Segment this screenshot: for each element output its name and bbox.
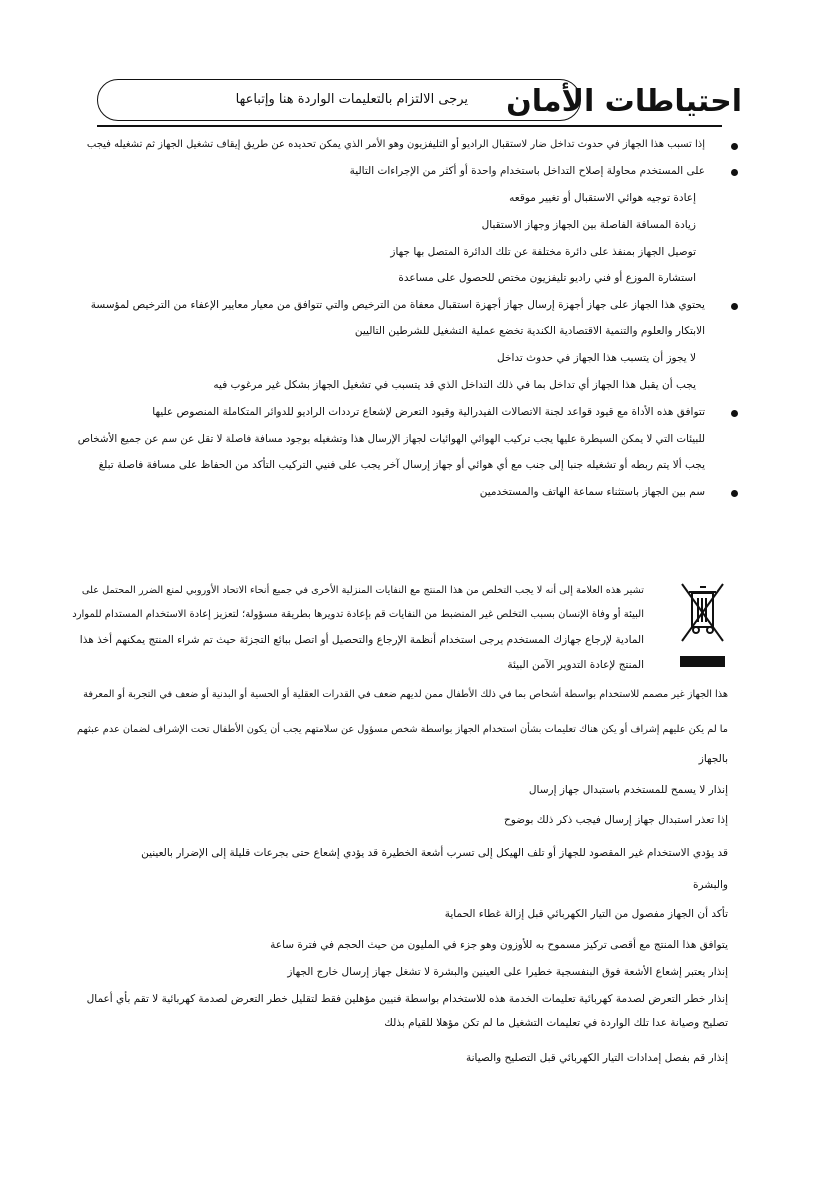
text-line: يجب ألا يتم ربطه أو تشغيله جنبا إلى جنب مع أي هوائي أو جهاز إرسال آخر يجب على فنيي التركيب التأكد من الحفاظ على مسافة فاصلة تبلغ	[98, 459, 705, 471]
text-line: سم بين الجهاز باستثناء سماعة الهاتف والمستخدمين	[479, 486, 705, 498]
text-line: الابتكار والعلوم والتنمية الاقتصادية الكندية تخضع عملية التشغيل للشرطين التاليين	[354, 325, 705, 337]
text-line: قد يؤدي الاستخدام غير المقصود للجهاز أو تلف الهيكل إلى تسرب أشعة الخطيرة قد يؤدي إشعاع حتى بجرعات قليلة إلى الإضرار بالعينين	[141, 847, 728, 859]
text-line: ما لم يكن عليهم إشراف أو يكن هناك تعليمات بشأن استخدام الجهاز بواسطة شخص مسؤول عن سلامتهم يجب أن يكون الأطفال تحت الإشراف لضمان عدم عبثهم	[77, 724, 728, 735]
text-line: والبشرة	[692, 879, 728, 891]
text-line: إعادة توجيه هوائي الاستقبال أو تغيير موقعه	[509, 192, 696, 204]
text-line: المنتج لإعادة التدوير الآمن البيئة	[507, 659, 644, 671]
bullet-icon	[731, 169, 738, 176]
text-line: البيئة أو وفاة الإنسان بسبب التخلص غير المنضبط من النفايات قم بإعادة تدويرها بطريقة مسؤولة؛ لتعزيز إعادة الاستخدام المستدام للموارد	[72, 609, 644, 620]
text-line: هذا الجهاز غير مصمم للاستخدام بواسطة أشخاص بما في ذلك الأطفال ممن لديهم ضعف في القدرات العقلية أو الحسية أو البدنية أو ضعف في التجربة أو المعرفة	[83, 689, 728, 700]
weee-crossed-bin-icon	[680, 581, 725, 667]
page-title: احتياطات الأمان	[506, 84, 742, 119]
text-line: تشير هذه العلامة إلى أنه لا يجب التخلص من هذا المنتج مع النفايات المنزلية الأخرى في جميع أنحاء الاتحاد الأوروبي لمنع الضرر المحتمل على	[81, 585, 644, 596]
bullet-icon	[731, 143, 738, 150]
text-line: يجب أن يقبل هذا الجهاز أي تداخل بما في ذلك التداخل الذي قد يتسبب في تشغيل الجهاز بشكل غير مرغوب فيه	[213, 379, 696, 391]
text-line: توصيل الجهاز بمنفذ على دائرة مختلفة عن تلك الدائرة المتصل بها جهاز	[390, 246, 696, 258]
text-line: للبيئات التي لا يمكن السيطرة عليها يجب تركيب الهوائي الهوائيات لجهاز الإرسال هذا وتشغيله بوجود مسافة فاصلة لا تقل عن سم عن جميع الأشخاص	[77, 433, 705, 445]
text-line: على المستخدم محاولة إصلاح التداخل باستخدام واحدة أو أكثر من الإجراءات التالية	[349, 165, 705, 177]
text-line: إنذار لا يسمح للمستخدم باستبدال جهاز إرسال	[528, 784, 728, 796]
text-line: المادية لإرجاع جهازك المستخدم يرجى استخدام أنظمة الإرجاع والتحصيل أو اتصل ببائع التجزئة حيث تم شراء المنتج يمكنهم أخذ هذا	[79, 634, 644, 646]
text-line: تصليح وصيانة عدا تلك الواردة في تعليمات التشغيل ما لم تكن مؤهلا للقيام بذلك	[384, 1017, 728, 1029]
text-line: تأكد أن الجهاز مفصول من التيار الكهربائي قبل إزالة غطاء الحماية	[444, 908, 728, 920]
text-line: زيادة المسافة الفاصلة بين الجهاز وجهاز الاستقبال	[481, 219, 696, 231]
instruction-banner	[97, 79, 581, 121]
bullet-icon	[731, 303, 738, 310]
text-line: استشارة الموزع أو فني راديو تليفزيون مختص للحصول على مساعدة	[398, 272, 696, 284]
text-line: يحتوي هذا الجهاز على جهاز أجهزة إرسال جهاز أجهزة استقبال معفاة من الترخيص والتي تتوافق من معيار معايير الإعفاء من الترخيص لمؤسسة	[90, 299, 705, 311]
text-line: بالجهاز	[698, 753, 728, 765]
text-line: إنذار يعتبر إشعاع الأشعة فوق البنفسجية خطيرا على العينين والبشرة لا تشغل جهاز إرسال خارج الجهاز	[287, 966, 728, 978]
banner-text: يرجى الالتزام بالتعليمات الواردة هنا وإتباعها	[235, 92, 468, 107]
text-line: إذا تسبب هذا الجهاز في حدوث تداخل ضار لاستقبال الراديو أو التليفزيون وهو الأمر الذي يمكن تحديده عن طريق إيقاف تشغيل الجهاز ثم تشغيله فيجب	[86, 139, 705, 150]
bullet-icon	[731, 410, 738, 417]
text-line: يتوافق هذا المنتج مع أقصى تركيز مسموح به للأوزون وهو جزء في المليون من حيث الحجم في فترة ساعة	[270, 939, 728, 951]
text-line: تتوافق هذه الأداة مع قيود قواعد لجنة الاتصالات الفيدرالية وقيود التعرض لإشعاع ترددات الراديو للدوائر المتكاملة المنصوص عليها	[152, 406, 705, 418]
text-line: إنذار خطر التعرض لصدمة كهربائية تعليمات الخدمة هذه للاستخدام بواسطة فنيين مؤهلين فقط لتقليل خطر التعرض لصدمة كهربائية لا تقم بأي أعمال	[86, 993, 728, 1005]
text-line: لا يجوز أن يتسبب هذا الجهاز في حدوث تداخل	[497, 352, 696, 364]
text-line: إذا تعذر استبدال جهاز إرسال فيجب ذكر ذلك بوضوح	[503, 814, 728, 826]
text-line: إنذار قم بفصل إمدادات التيار الكهربائي قبل التصليح والصيانة	[465, 1052, 728, 1064]
bullet-icon	[731, 490, 738, 497]
header-rule	[97, 125, 722, 127]
